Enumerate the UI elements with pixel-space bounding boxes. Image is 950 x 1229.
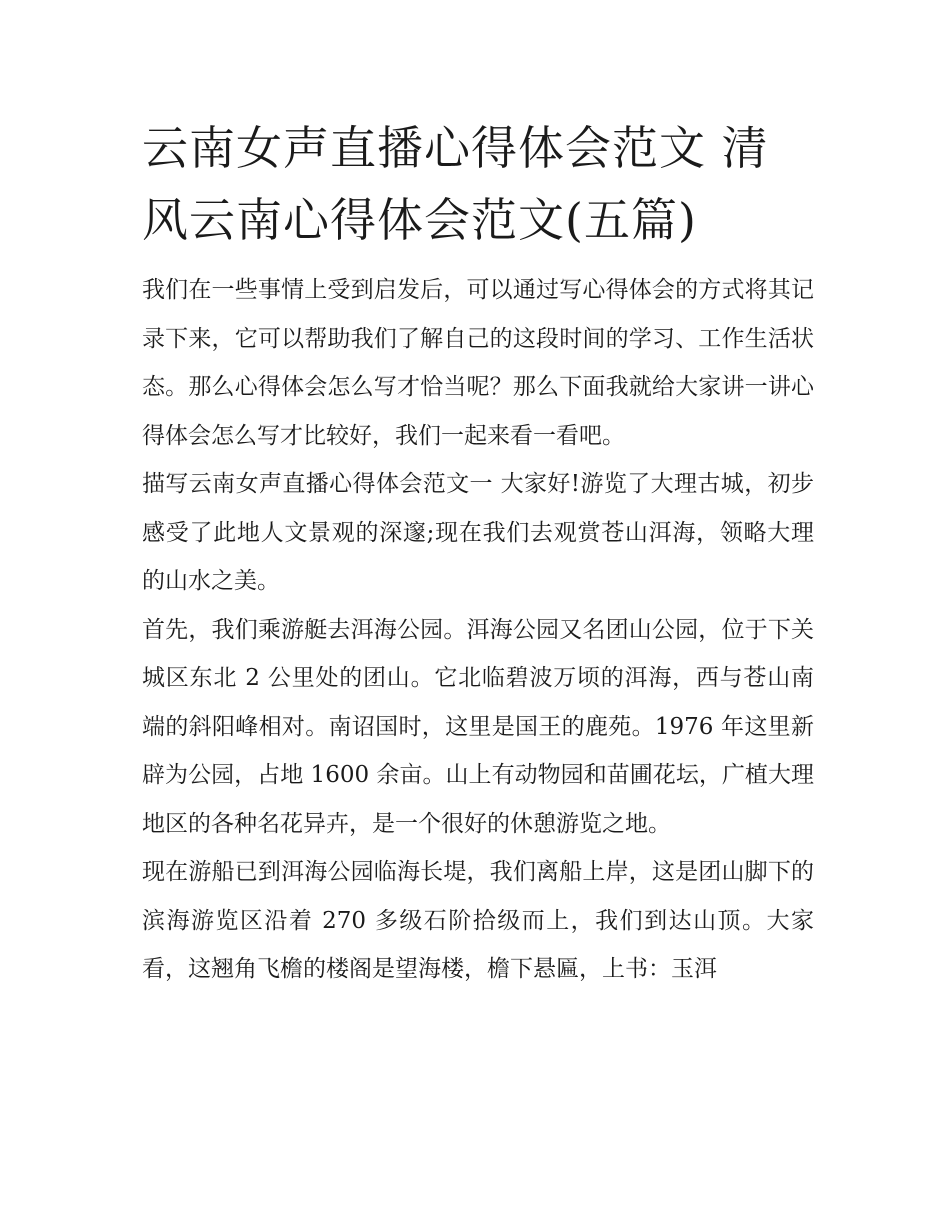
- paragraph-tuanshan-climb: 现在游船已到洱海公园临海长堤，我们离船上岸，这是团山脚下的滨海游览区沿着 270 多级石阶拾级而上，我们到达山顶。大家看，这翘角飞檐的楼阁是望海楼，檐下悬匾，上书：玉洱: [142, 859, 814, 982]
- document-content: [142, 112, 814, 994]
- paragraph-intro: 我们在一些事情上受到启发后，可以通过写心得体会的方式将其记录下来，它可以帮助我们了解自己的这段时间的学习、工作生活状态。那么心得体会怎么写才恰当呢？那么下面我就给大家讲一讲心得体会怎么写才比较好，我们一起来看一看吧。: [142, 277, 814, 449]
- paragraph-erhai-park: 首先，我们乘游艇去洱海公园。洱海公园又名团山公园，位于下关城区东北 2 公里处的团山。它北临碧波万顷的洱海，西与苍山南端的斜阳峰相对。南诏国时，这里是国王的鹿苑。1976 年这里新辟为公园，占地 1600 余亩。山上有动物园和苗圃花坛，广植大理地区的各种名花异卉，是一个很好的休憩游览之地。: [142, 616, 814, 837]
- document-title: 云南女声直播心得体会范文 清风云南心得体会范文(五篇): [142, 121, 769, 247]
- paragraph-essay-one-opening: 描写云南女声直播心得体会范文一 大家好!游览了大理古城，初步感受了此地人文景观的深邃;现在我们去观赏苍山洱海，领略大理的山水之美。: [142, 471, 814, 594]
- document-body: [142, 266, 814, 994]
